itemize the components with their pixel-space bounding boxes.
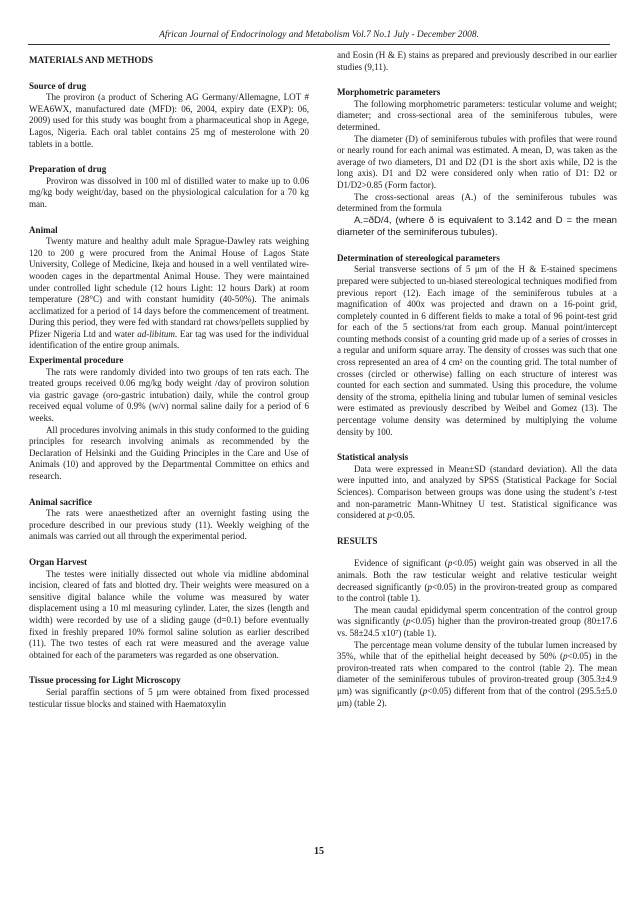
organ-paragraph: The testes were initially dissected out whole via midline abdominal incision, cleared of fats and blotted dry. Their weights were measured on a sensitive digital balance while the volume was measured by water displacement using a 10 ml measuring cylinder. Later, the sizes (length and width) were recorded by use of a sliding gauge (d=0.1) before eventually fixed in freshly prepared 10% formol saline solution as earlier described (11). The two testes of each rat were measured and the average value obtained for each of the parameters was regarded as one observation.	[29, 568, 309, 660]
results-paragraph-3	[337, 640, 617, 710]
header-rule	[28, 44, 610, 45]
stereo-paragraph: Serial transverse sections of 5 μm of the H & E-stained specimens prepared were subjected to un-biased stereological techniques modified from previous report (12). Each image of the seminiferous tubules at a magnification of 400x was projected and drawn on a 16-point grid, completely counted in 6 different fields to make a total of 96 point-test grid for each of the 5 sections/rat from each group. Manual point/intercept counting methods consist of a counting grid made up of a series of crosses in a regular and uniform square array. The density of crosses was such that one cross represented an area of 4 cm² on the counting grid. The total number of crosses (circled or otherwise) falling on each structure of interest was counted for each section and summated. Using this procedure, the volume density of the stroma, epithelia lining and tubular lumen of seminal vesicles were estimated as previously described by Weibel and Gomez (13). The percentage volume density was determined by multiplying the volume density by 100.	[337, 264, 617, 437]
results-1a: Evidence of significant (	[354, 558, 448, 569]
animal-heading: Animal	[29, 224, 58, 235]
source-heading: Source of drug	[29, 80, 87, 91]
results-heading: RESULTS	[337, 535, 378, 546]
results-1b: <0.05) weight gain was observed in all the animals. Both the raw testicular weight and relative testicular weight decreased significantly (	[337, 558, 617, 592]
stat-text-c: <0.05.	[391, 510, 415, 521]
source-paragraph: The proviron (a product of Schering AG Germany/Allemagne, LOT # WEA6WX, manufactured date (MFD): 06, 2004, expiry date (EXP): 06, 2009) used for this study was bought from a pharmaceutical shop in Agege, Lagos, Nigeria. Each oral tablet contains 25 mg of mesterolone with 20 tablets in a bottle.	[29, 92, 309, 149]
formula-paragraph: A.=ðD/4, (where ð is equivalent to 3.142 and D = the mean diameter of the seminiferous tubules).	[337, 214, 617, 238]
stat-paragraph	[337, 464, 617, 522]
results-3p2: p	[422, 685, 428, 696]
results-1c: <0.05) in the proviron-treated group as compared to the control (table 1).	[337, 581, 617, 604]
stat-text-t: t	[598, 487, 602, 497]
results-2a: The mean caudal epididymal sperm concentration of the control group was significantly (	[337, 604, 617, 627]
animal-text: Twenty mature and healthy adult male Sprague-Dawley rats weighing 120 to 200 g were procured from the Animal House of Lagos State University, College of Medicine, Ikeja and housed in a well ventilated wire-wooden cages in the departmental Animal House. They were maintained under controlled light schedule (12 hours Light: 12 hours Dark) at room temperature (28°C) and with constant humidity (40-50%). The animals acclimatized for a period of 14 days before the commencement of treatment. During this period, they were fed with standard rat chows/pellets supplied by Pfizer Nigeria Ltd and water	[29, 236, 309, 339]
results-3b: <0.05) in the proviron-treated rats when compared to the control (table 2). The mean diameter of the seminiferous tubules of proviron-treated group (305.3±4.9 μm) was significantly (	[337, 651, 617, 696]
exp-paragraph-2: All procedures involving animals in this study conformed to the guiding principles for research involving animals as recommended by the Declaration of Helsinki and the Guiding Principles in the Care and Use of Animals (10) and approved by the Departmental Committee on ethics and research.	[29, 424, 309, 481]
stat-heading: Statistical analysis	[337, 452, 409, 463]
animal-text-italic: ad-libitum	[137, 328, 175, 339]
tissue-heading: Tissue processing for Light Microscopy	[29, 675, 181, 686]
morpho-paragraph-1: The following morphometric parameters: testicular volume and weight; diameter; and cross-sectional area of the seminiferous tubules, were determined.	[337, 98, 617, 132]
stat-text-b: -test and non-parametric Mann-Whitney U test. Statistical significance was considered at	[337, 487, 617, 521]
animal-text-end: . Ear tag was used for the individual identification of the entire group animals.	[29, 328, 309, 351]
morpho-paragraph-3: The cross-sectional areas (A.) of the seminiferous tubules was determined from the formula	[337, 191, 617, 214]
sacrifice-paragraph: The rats were anaesthetized after an overnight fasting using the procedure described in our previous study (11). Weekly weighing of the animals was carried out all through the experimental period.	[29, 508, 309, 542]
results-2b: <0.05) higher than the proviron-treated group (80±17.6 vs. 58±24.5 x10⁷) (table 1).	[337, 616, 617, 638]
continued-paragraph: and Eosin (H & E) stains as prepared and previously described in our earlier studies (9,11).	[337, 50, 617, 72]
results-paragraph-2	[337, 605, 617, 640]
page-number: 15	[314, 846, 324, 857]
materials-heading: MATERIALS AND METHODS	[29, 55, 153, 65]
right-column	[337, 50, 617, 709]
stat-text-p: p	[387, 510, 392, 521]
animal-paragraph	[29, 236, 309, 352]
sacrifice-heading: Animal sacrifice	[29, 496, 93, 507]
results-2p: p	[406, 616, 411, 627]
results-3p1: p	[562, 651, 568, 662]
exp-paragraph-1: The rats were randomly divided into two groups of ten rats each. The treated groups received 0.06 mg/kg body weight /day of proviron solution via gastric gavage (oro-gastric intubation) daily, while the control group received equal volume of 0.9% (w/v) normal saline daily for a period of 6 weeks.	[29, 366, 309, 424]
prep-heading: Preparation of drug	[29, 164, 107, 175]
organ-heading: Organ Harvest	[29, 556, 88, 567]
morpho-paragraph-2: The diameter (D) of seminiferous tubules with profiles that were round or nearly round for each animal was estimated. A mean, D, was taken as the average of two diameters, D1 and D2 (D1 is the short axis while, D2 is the long axis). D1 and D2 were considered only when ratio of D1: D2 or D1/D2>0.85 (Form factor).	[337, 133, 617, 190]
prep-paragraph: Proviron was dissolved in 100 ml of distilled water to make up to 0.06 mg/kg body weight/day, based on the physiological calculation for a 70 kg man.	[29, 175, 309, 209]
results-3a: The percentage mean volume density of the tubular lumen increased by 35%, while that of the epithelial height deceased by 50% (	[337, 639, 617, 662]
results-1p2: p	[427, 581, 433, 592]
stereo-heading: Determination of stereological parameters	[337, 252, 500, 263]
left-column	[29, 50, 309, 710]
exp-heading: Experimental procedure	[29, 355, 124, 366]
results-1p1: p	[447, 558, 453, 569]
stat-text-a: Data were expressed in Mean±SD (standard deviation). All the data were inputted into, and analyzed by SPSS (Statistical Package for Social Sciences). Comparison between groups was done using the student’s	[337, 463, 617, 497]
morpho-heading: Morphometric parameters	[337, 87, 441, 98]
results-paragraph-1	[337, 558, 617, 604]
running-header: African Journal of Endocrinology and Metabolism Vol.7 No.1 July - December 2008.	[159, 30, 479, 40]
tissue-paragraph: Serial paraffin sections of 5 μm were obtained from fixed processed testicular tissue blocks and stained with Haematoxylin	[29, 686, 309, 709]
results-3c: <0.05) different from that of the control (295.5±5.0 μm) (table 2).	[337, 685, 617, 708]
